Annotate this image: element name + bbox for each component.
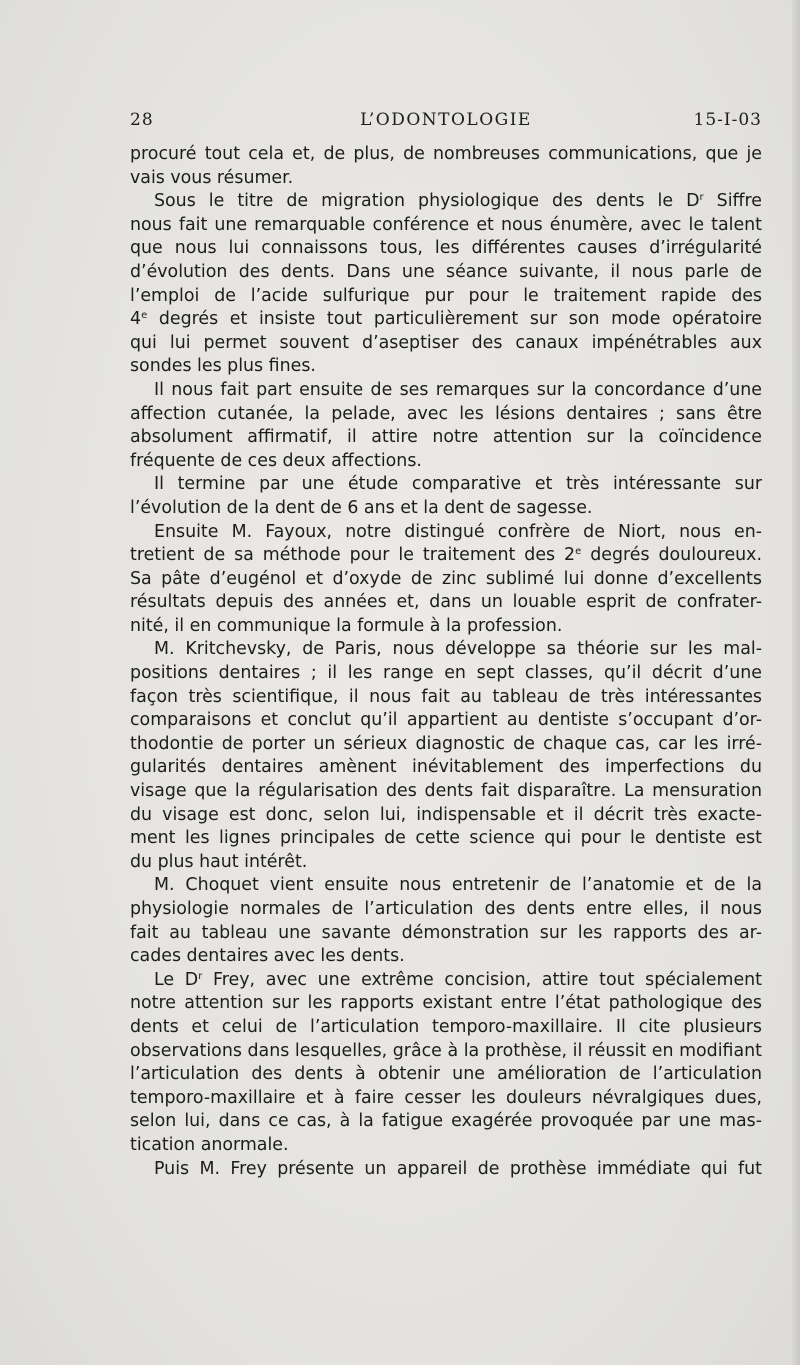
text-line: du plus haut intérêt. bbox=[130, 851, 308, 872]
text-line: thodontie de porter un sérieux diagnostic de chaque cas, car les irré- bbox=[130, 733, 762, 754]
text-line: affection cutanée, la pelade, avec les lésions dentaires ; sans être bbox=[130, 403, 762, 424]
text-line: M. Choquet vient ensuite nous entretenir de l’anatomie et de la bbox=[154, 875, 762, 896]
text-line: sondes les plus fines. bbox=[130, 356, 316, 377]
body-text bbox=[130, 143, 762, 1181]
text-line: cades dentaires avec les dents. bbox=[130, 946, 405, 967]
page-edge bbox=[792, 0, 800, 1365]
text-line: que nous lui connaissons tous, les différentes causes d’irrégularité bbox=[130, 238, 762, 259]
text-line: temporo-maxillaire et à faire cesser les douleurs névralgiques dues, bbox=[130, 1087, 762, 1108]
text-line: Sa pâte d’eugénol et d’oxyde de zinc sublimé lui donne d’excellents bbox=[130, 568, 762, 589]
text-line: d’évolution des dents. Dans une séance suivante, il nous parle de bbox=[130, 261, 762, 282]
text-line: dents et celui de l’articulation temporo-maxillaire. Il cite plusieurs bbox=[130, 1016, 762, 1037]
text-line: absolument affirmatif, il attire notre attention sur la coïncidence bbox=[130, 427, 762, 448]
text-line: Puis M. Frey présente un appareil de prothèse immédiate qui fut bbox=[154, 1158, 762, 1179]
text-line: tretient de sa méthode pour le traitement des 2e degrés douloureux. bbox=[130, 545, 762, 566]
text-line: façon très scientifique, il nous fait au tableau de très intéressantes bbox=[130, 686, 762, 707]
text-line: notre attention sur les rapports existant entre l’état pathologique des bbox=[130, 993, 762, 1014]
text-line: nous fait une remarquable conférence et nous énumère, avec le talent bbox=[130, 214, 762, 235]
text-line: ment les lignes principales de cette science qui pour le dentiste est bbox=[130, 828, 762, 849]
issue-date: 15-I-03 bbox=[693, 110, 762, 130]
text-line: selon lui, dans ce cas, à la fatigue exagérée provoquée par une mas- bbox=[130, 1111, 762, 1132]
text-line: Il nous fait part ensuite de ses remarques sur la concordance d’une bbox=[154, 379, 762, 400]
text-line: vais vous résumer. bbox=[130, 167, 294, 188]
running-header bbox=[130, 110, 762, 134]
text-line: du visage est donc, selon lui, indispensable et il décrit très exacte- bbox=[130, 804, 762, 825]
journal-title: L’ODONTOLOGIE bbox=[360, 110, 532, 130]
text-line: fait au tableau une savante démonstration sur les rapports des ar- bbox=[130, 922, 762, 943]
text-line: gularités dentaires amènent inévitablement des imperfections du bbox=[130, 757, 762, 778]
text-line: Ensuite M. Fayoux, notre distingué confrère de Niort, nous en- bbox=[154, 521, 762, 542]
text-line: tication anormale. bbox=[130, 1134, 289, 1155]
page-number: 28 bbox=[130, 110, 154, 130]
text-line: comparaisons et conclut qu’il appartient au dentiste s’occupant d’or- bbox=[130, 710, 762, 731]
text-line: M. Kritchevsky, de Paris, nous développe sa théorie sur les mal- bbox=[154, 639, 762, 660]
text-line: observations dans lesquelles, grâce à la prothèse, il réussit en modifiant bbox=[130, 1040, 762, 1061]
text-line: positions dentaires ; il les range en sept classes, qu’il décrit d’une bbox=[130, 663, 762, 684]
text-line: résultats depuis des années et, dans un louable esprit de confrater- bbox=[130, 592, 762, 613]
superscript: e bbox=[575, 546, 582, 558]
text-line: visage que la régularisation des dents fait disparaître. La mensuration bbox=[130, 781, 762, 802]
text-line: l’articulation des dents à obtenir une amélioration de l’articulation bbox=[130, 1064, 762, 1085]
text-line: Il termine par une étude comparative et très intéressante sur bbox=[154, 474, 762, 495]
superscript: r bbox=[699, 192, 704, 204]
text-line: l’emploi de l’acide sulfurique pur pour le traitement rapide des bbox=[130, 285, 762, 306]
text-line: Sous le titre de migration physiologique des dents le $D^r$ Siffre bbox=[154, 191, 762, 212]
text-line: fréquente de ces deux affections. bbox=[130, 450, 422, 471]
text-line: qui lui permet souvent d’aseptiser des canaux impénétrables aux bbox=[130, 332, 762, 353]
text-line: 4e degrés et insiste tout particulièrement sur son mode opératoire bbox=[130, 309, 762, 330]
text-line: l’évolution de la dent de 6 ans et la dent de sagesse. bbox=[130, 497, 593, 518]
text-line: Le $D^r$ Frey, avec une extrême concision, attire tout spécialement bbox=[154, 969, 762, 990]
text-line: physiologie normales de l’articulation des dents entre elles, il nous bbox=[130, 899, 762, 919]
superscript: e bbox=[141, 310, 148, 322]
text-line: procuré tout cela et, de plus, de nombreuses communications, que je bbox=[130, 144, 762, 164]
text-line: nité, il en communique la formule à la profession. bbox=[130, 615, 563, 636]
superscript: r bbox=[198, 970, 203, 982]
